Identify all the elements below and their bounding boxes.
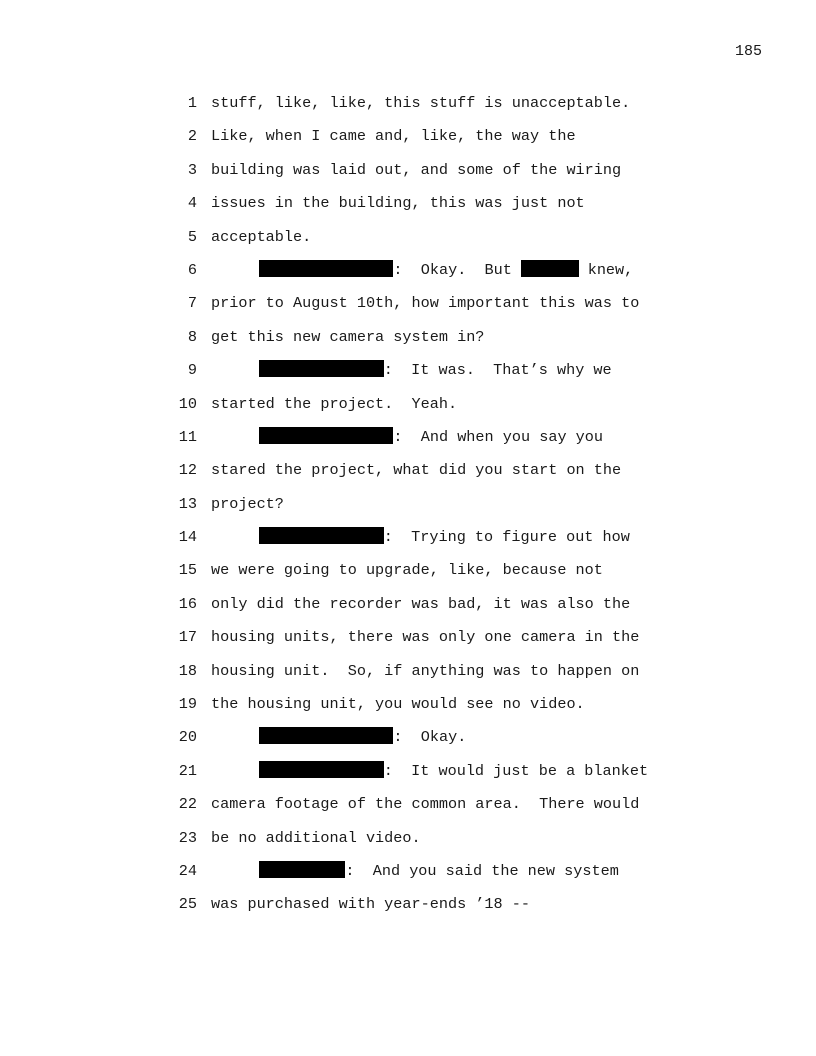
line-text: issues in the building, this was just not [211, 194, 585, 213]
transcript-line [0, 394, 816, 427]
line-text: prior to August 10th, how important this was to [211, 294, 640, 313]
line-number: 9 [187, 361, 197, 380]
line-number: 12 [178, 461, 197, 480]
line-text: project? [211, 494, 284, 513]
line-text: building was laid out, and some of the wiring [211, 160, 622, 179]
transcript-line [0, 193, 816, 226]
line-text: was purchased with year-ends ’18 -- [211, 895, 530, 914]
line-number: 18 [178, 661, 197, 680]
line-number: 8 [187, 327, 197, 346]
speaker-text: : Okay. [393, 728, 467, 747]
line-text [259, 527, 630, 547]
line-number: 13 [178, 494, 197, 513]
line-number: 23 [178, 828, 197, 847]
transcript-body [0, 93, 816, 928]
speaker-text: knew, [578, 260, 634, 279]
page-number: 185 [734, 43, 762, 60]
transcript-line [0, 293, 816, 326]
speaker-text: : Okay. But [393, 260, 521, 279]
transcript-line [0, 427, 816, 460]
transcript-line [0, 527, 816, 560]
line-text: camera footage of the common area. There would [211, 795, 640, 814]
line-text [259, 861, 619, 881]
line-number: 24 [178, 861, 197, 880]
line-text [259, 427, 603, 447]
line-text: the housing unit, you would see no video. [211, 695, 585, 714]
transcript-line [0, 794, 816, 827]
line-text: get this new camera system in? [211, 327, 485, 346]
line-number: 11 [178, 427, 197, 446]
transcript-line [0, 894, 816, 927]
transcript-line [0, 727, 816, 760]
speaker-text: : It was. That’s why we [383, 361, 612, 380]
line-number: 1 [187, 94, 197, 112]
line-text [259, 360, 612, 380]
transcript-line [0, 560, 816, 593]
line-text: housing unit. So, if anything was to happen on [211, 661, 640, 680]
line-text: acceptable. [211, 227, 312, 246]
line-text [259, 727, 466, 747]
transcript-line [0, 126, 816, 159]
line-number: 25 [178, 895, 197, 914]
redaction-block [259, 527, 384, 544]
transcript-line [0, 594, 816, 627]
transcript-line [0, 761, 816, 794]
line-number: 21 [178, 761, 197, 780]
line-number: 5 [187, 227, 197, 246]
transcript-line [0, 327, 816, 360]
transcript-line [0, 627, 816, 660]
line-text: we were going to upgrade, like, because not [211, 561, 603, 580]
line-number: 15 [178, 561, 197, 580]
transcript-line [0, 460, 816, 493]
redaction-block [259, 761, 384, 778]
line-text: stuff, like, like, this stuff is unacceptable. [211, 94, 631, 112]
transcript-line [0, 160, 816, 193]
redaction-block [259, 260, 393, 277]
redaction-block [521, 260, 579, 277]
transcript-line [0, 494, 816, 527]
line-text [259, 260, 633, 280]
line-text: housing units, there was only one camera in the [211, 628, 640, 647]
line-number: 4 [187, 194, 197, 213]
line-number: 20 [178, 728, 197, 747]
line-text: started the project. Yeah. [211, 394, 458, 413]
speaker-text: : And when you say you [393, 427, 604, 446]
line-number: 6 [187, 260, 197, 279]
speaker-text: : Trying to figure out how [383, 528, 630, 547]
line-text: be no additional video. [211, 828, 421, 847]
line-number: 22 [178, 795, 197, 814]
line-number: 17 [178, 628, 197, 647]
transcript-line [0, 93, 816, 126]
redaction-block [259, 427, 393, 444]
speaker-text: : It would just be a blanket [383, 761, 649, 780]
line-text [259, 761, 648, 781]
transcript-line [0, 260, 816, 293]
line-number: 3 [187, 160, 197, 179]
transcript-line [0, 861, 816, 894]
line-number: 7 [187, 294, 197, 313]
transcript-line [0, 661, 816, 694]
speaker-text: : And you said the new system [345, 861, 619, 880]
transcript-line [0, 828, 816, 861]
line-text: stared the project, what did you start on the [211, 461, 622, 480]
line-number: 14 [178, 528, 197, 547]
line-number: 19 [178, 695, 197, 714]
line-text: Like, when I came and, like, the way the [211, 127, 576, 146]
redaction-block [259, 360, 384, 377]
line-text: only did the recorder was bad, it was also the [211, 594, 631, 613]
line-number: 16 [178, 594, 197, 613]
line-number: 10 [178, 394, 197, 413]
line-number: 2 [187, 127, 197, 146]
transcript-line [0, 360, 816, 393]
redaction-block [259, 727, 393, 744]
transcript-line [0, 227, 816, 260]
redaction-block [259, 861, 345, 878]
transcript-line [0, 694, 816, 727]
